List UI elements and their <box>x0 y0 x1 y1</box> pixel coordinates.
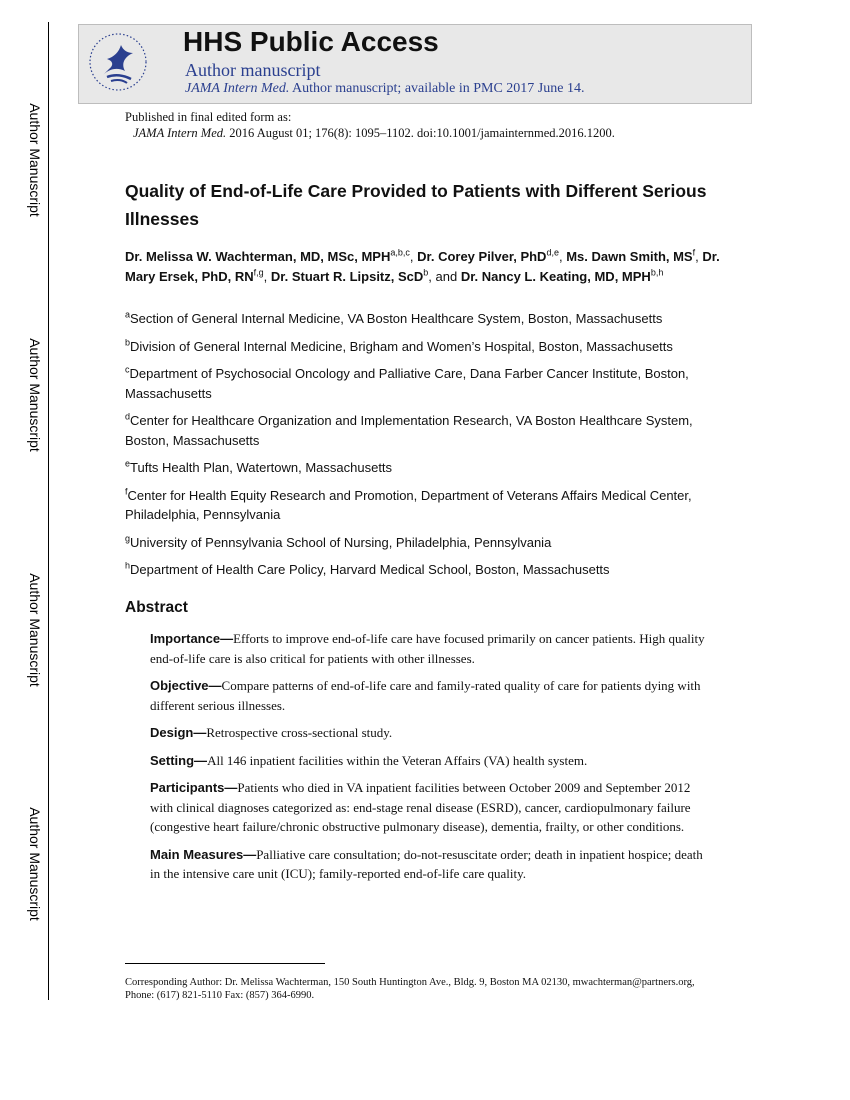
affiliation-sup: h <box>125 560 131 571</box>
affiliation-text: Division of General Internal Medicine, Brigham and Women’s Hospital, Boston, Massachusetts <box>130 338 673 354</box>
author-sep: , and <box>428 269 461 284</box>
author-sep: , <box>409 249 418 264</box>
affiliation <box>125 309 725 329</box>
section-label: Objective— <box>150 678 222 693</box>
affiliation-sup: e <box>125 458 131 469</box>
abstract-section-main-measures <box>150 845 710 884</box>
section-label: Participants— <box>150 780 238 795</box>
section-text: Efforts to improve end-of-life care have focused primarily on cancer patients. High quality end-of-life care is also critical for patients with other illnesses. <box>150 631 705 666</box>
banner-subtitle: Author manuscript <box>185 60 321 80</box>
author-sep: , <box>695 249 703 264</box>
author-name: Ms. Dawn Smith, MS <box>566 249 693 264</box>
affiliation-list <box>125 309 725 588</box>
affiliation-sup: a <box>125 309 131 320</box>
banner-journal: JAMA Intern Med. <box>185 81 290 96</box>
affiliation-text: Tufts Health Plan, Watertown, Massachusetts <box>130 460 393 475</box>
abstract-section-setting <box>150 751 710 771</box>
author-sep: , <box>558 249 567 264</box>
abstract-section-objective <box>150 676 710 715</box>
author-sup: b,h <box>650 267 664 278</box>
abstract-section-importance <box>150 629 710 668</box>
banner-title: HHS Public Access <box>183 26 439 57</box>
side-label-author-manuscript: Author Manuscript <box>27 573 43 687</box>
margin-rule <box>48 22 49 1000</box>
author-sup: f <box>692 247 696 258</box>
abstract-body <box>150 629 710 892</box>
author-sup: a,b,c <box>390 247 410 258</box>
banner-availability: Author manuscript; available in PMC 2017 June 14. <box>289 81 585 96</box>
author-sup: b <box>423 267 429 278</box>
published-citation-text: 2016 August 01; 176(8): 1095–1102. doi:10.1001/jamainternmed.2016.1200. <box>226 126 615 140</box>
side-label-author-manuscript: Author Manuscript <box>27 338 43 452</box>
author-sup: d,e <box>546 247 559 258</box>
affiliation-text: Department of Health Care Policy, Harvard Medical School, Boston, Massachusetts <box>130 562 610 577</box>
section-text: Compare patterns of end-of-life care and family-rated quality of care for patients dying with different serious illnesses. <box>150 678 701 713</box>
affiliation <box>125 337 725 357</box>
author-list <box>125 247 725 287</box>
affiliation-text: Center for Health Equity Research and Promotion, Department of Veterans Affairs Medical Center, Philadelphia, Pennsylvania <box>125 487 692 522</box>
section-text: Patients who died in VA inpatient facilities between October 2009 and September 2012 with clinical diagnoses categorized as: end-stage renal disease (ESRD), cancer, cardiopulmonary failure (congestive heart failure/chronic obstructive pulmonary disease), dementia, frailty, or other conditions. <box>150 780 691 834</box>
affiliation <box>125 486 725 525</box>
author-name: Dr. Mary Ersek, PhD, RN <box>125 249 720 284</box>
section-label: Design— <box>150 725 207 740</box>
section-text: Retrospective cross-sectional study. <box>206 725 393 740</box>
side-label-author-manuscript: Author Manuscript <box>27 807 43 921</box>
author-name: Dr. Melissa W. Wachterman, MD, MSc, MPH <box>125 249 391 264</box>
abstract-section-design <box>150 723 710 743</box>
section-text: All 146 inpatient facilities within the Veteran Affairs (VA) health system. <box>207 752 588 768</box>
author-name: Dr. Nancy L. Keating, MD, MPH <box>460 269 651 284</box>
published-heading: Published in final edited form as: <box>125 110 292 124</box>
affiliation <box>125 364 725 403</box>
hhs-eagle-logo-icon <box>87 31 149 93</box>
affiliation <box>125 411 725 450</box>
affiliation <box>125 458 725 478</box>
abstract-heading: Abstract <box>125 599 188 616</box>
author-name: Dr. Corey Pilver, PhD <box>417 249 547 264</box>
affiliation-text: Section of General Internal Medicine, VA Boston Healthcare System, Boston, Massachusetts <box>130 311 663 326</box>
affiliation-sup: c <box>125 364 130 375</box>
banner-citation <box>185 81 584 97</box>
paper-title: Quality of End-of-Life Care Provided to Patients with Different Serious Illnesses <box>125 181 707 229</box>
section-text: Palliative care consultation; do-not-resuscitate order; death in inpatient hospice; death in the intensive care unit (ICU); family-reported end-of-life care quality. <box>150 846 703 881</box>
author-sup: f,g <box>253 267 264 278</box>
affiliation-text: University of Pennsylvania School of Nursing, Philadelphia, Pennsylvania <box>130 534 552 550</box>
affiliation-text: Center for Healthcare Organization and Implementation Research, VA Boston Healthcare System, Boston, Massachusetts <box>125 413 693 448</box>
footnote-rule <box>125 963 325 964</box>
section-label: Importance— <box>150 631 234 646</box>
abstract-section-participants <box>150 778 710 837</box>
affiliation <box>125 533 725 553</box>
published-journal: JAMA Intern Med. <box>133 126 227 140</box>
affiliation-sup: b <box>125 337 131 348</box>
affiliation <box>125 560 725 580</box>
section-label: Setting— <box>150 752 208 768</box>
corresponding-author-footnote: Corresponding Author: Dr. Melissa Wachterman, 150 South Huntington Ave., Bldg. 9, Boston MA 02130, mwachterman@partners.org, Phone: (617) 821-5110 Fax: (857) 364-6990. <box>125 977 695 1001</box>
affiliation-sup: d <box>125 411 131 422</box>
side-label-author-manuscript: Author Manuscript <box>27 103 43 217</box>
affiliation-text: Department of Psychosocial Oncology and Palliative Care, Dana Farber Cancer Institute, Boston, Massachusetts <box>125 366 689 401</box>
section-label: Main Measures— <box>150 846 257 862</box>
hhs-banner <box>78 24 752 104</box>
author-sep: , <box>263 269 271 284</box>
author-name: Dr. Stuart R. Lipsitz, ScD <box>270 269 424 284</box>
published-citation <box>133 126 615 141</box>
affiliation-sup: g <box>125 533 131 544</box>
affiliation-sup: f <box>125 486 128 497</box>
